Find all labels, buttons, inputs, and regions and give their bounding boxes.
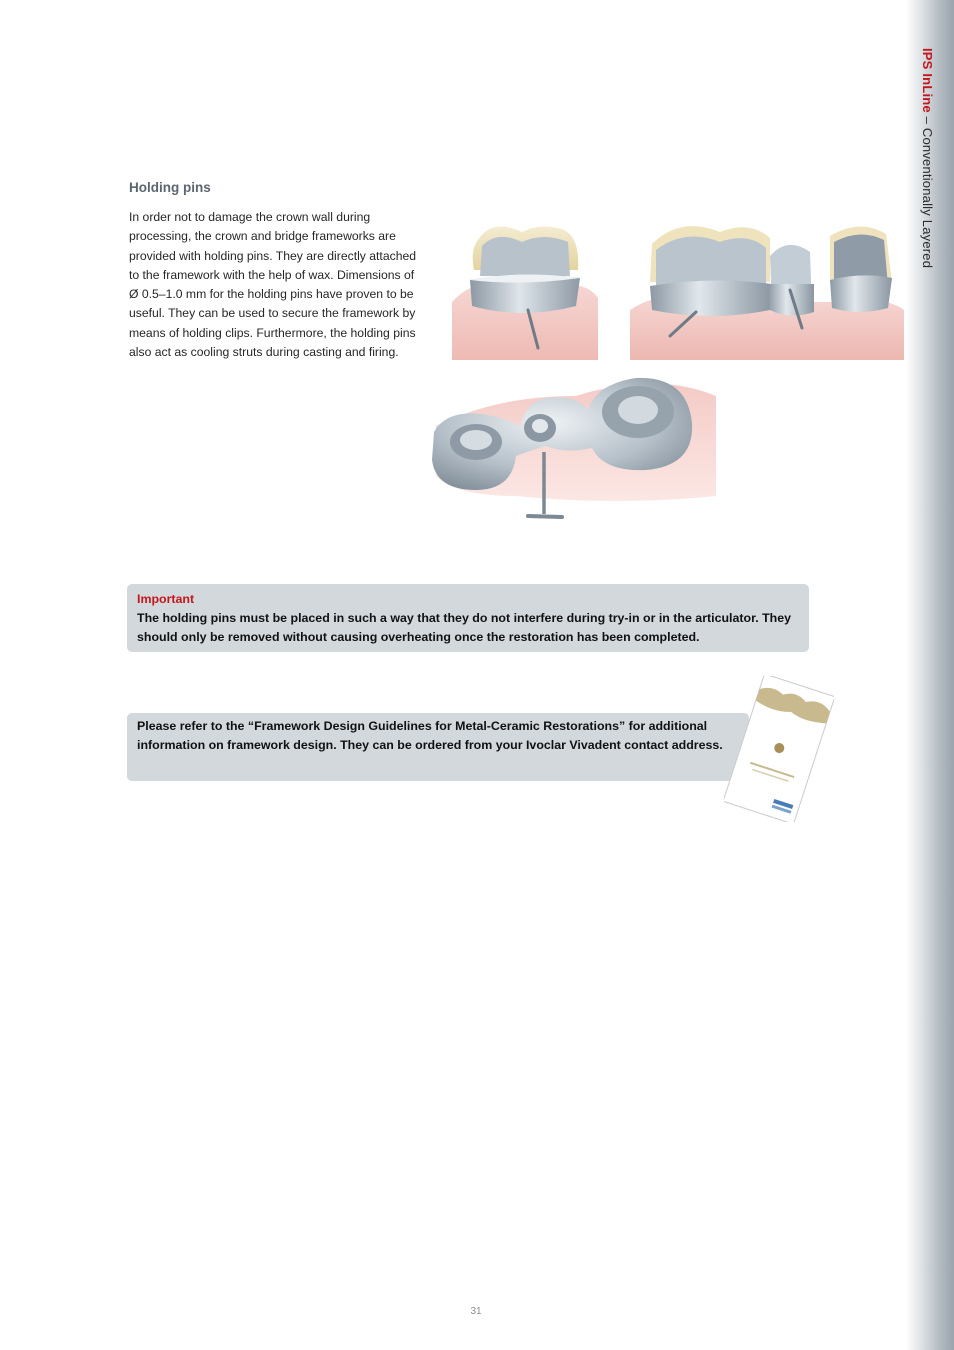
page-number: 31 [470,1306,482,1317]
section-title: Holding pins [129,180,211,195]
side-header-subtitle: – Conventionally Layered [920,112,935,269]
important-label: Important [137,592,195,606]
side-header-brand: IPS InLine [920,48,935,113]
important-text: The holding pins must be placed in such a way that they do not interfere during try-in or in the articulator. They should only be removed without causing overheating once the restoration has been completed. [137,611,792,644]
reference-text: Please refer to the “Framework Design Guidelines for Metal-Ceramic Restorations” for additional information on framework design. They can be ordered from your Ivoclar Vivadent contact address. [137,719,723,752]
side-header [920,48,935,268]
bridge-illustration [630,210,904,360]
important-note [127,584,809,652]
reference-note [127,713,749,781]
brochure-thumbnail [724,676,834,822]
crown-illustration [452,210,598,360]
section-body: In order not to damage the crown wall during processing, the crown and bridge frameworks are provided with holding pins. They are directly attached to the framework with the help of wax. Dimensions of Ø 0.5–1.0 mm for the holding pins have proven to be useful. They can be used to secure the framework by means of holding clips. Furthermore, the holding pins also act as cooling struts during casting and firing. [129,210,417,360]
framework-illustration [416,366,736,530]
